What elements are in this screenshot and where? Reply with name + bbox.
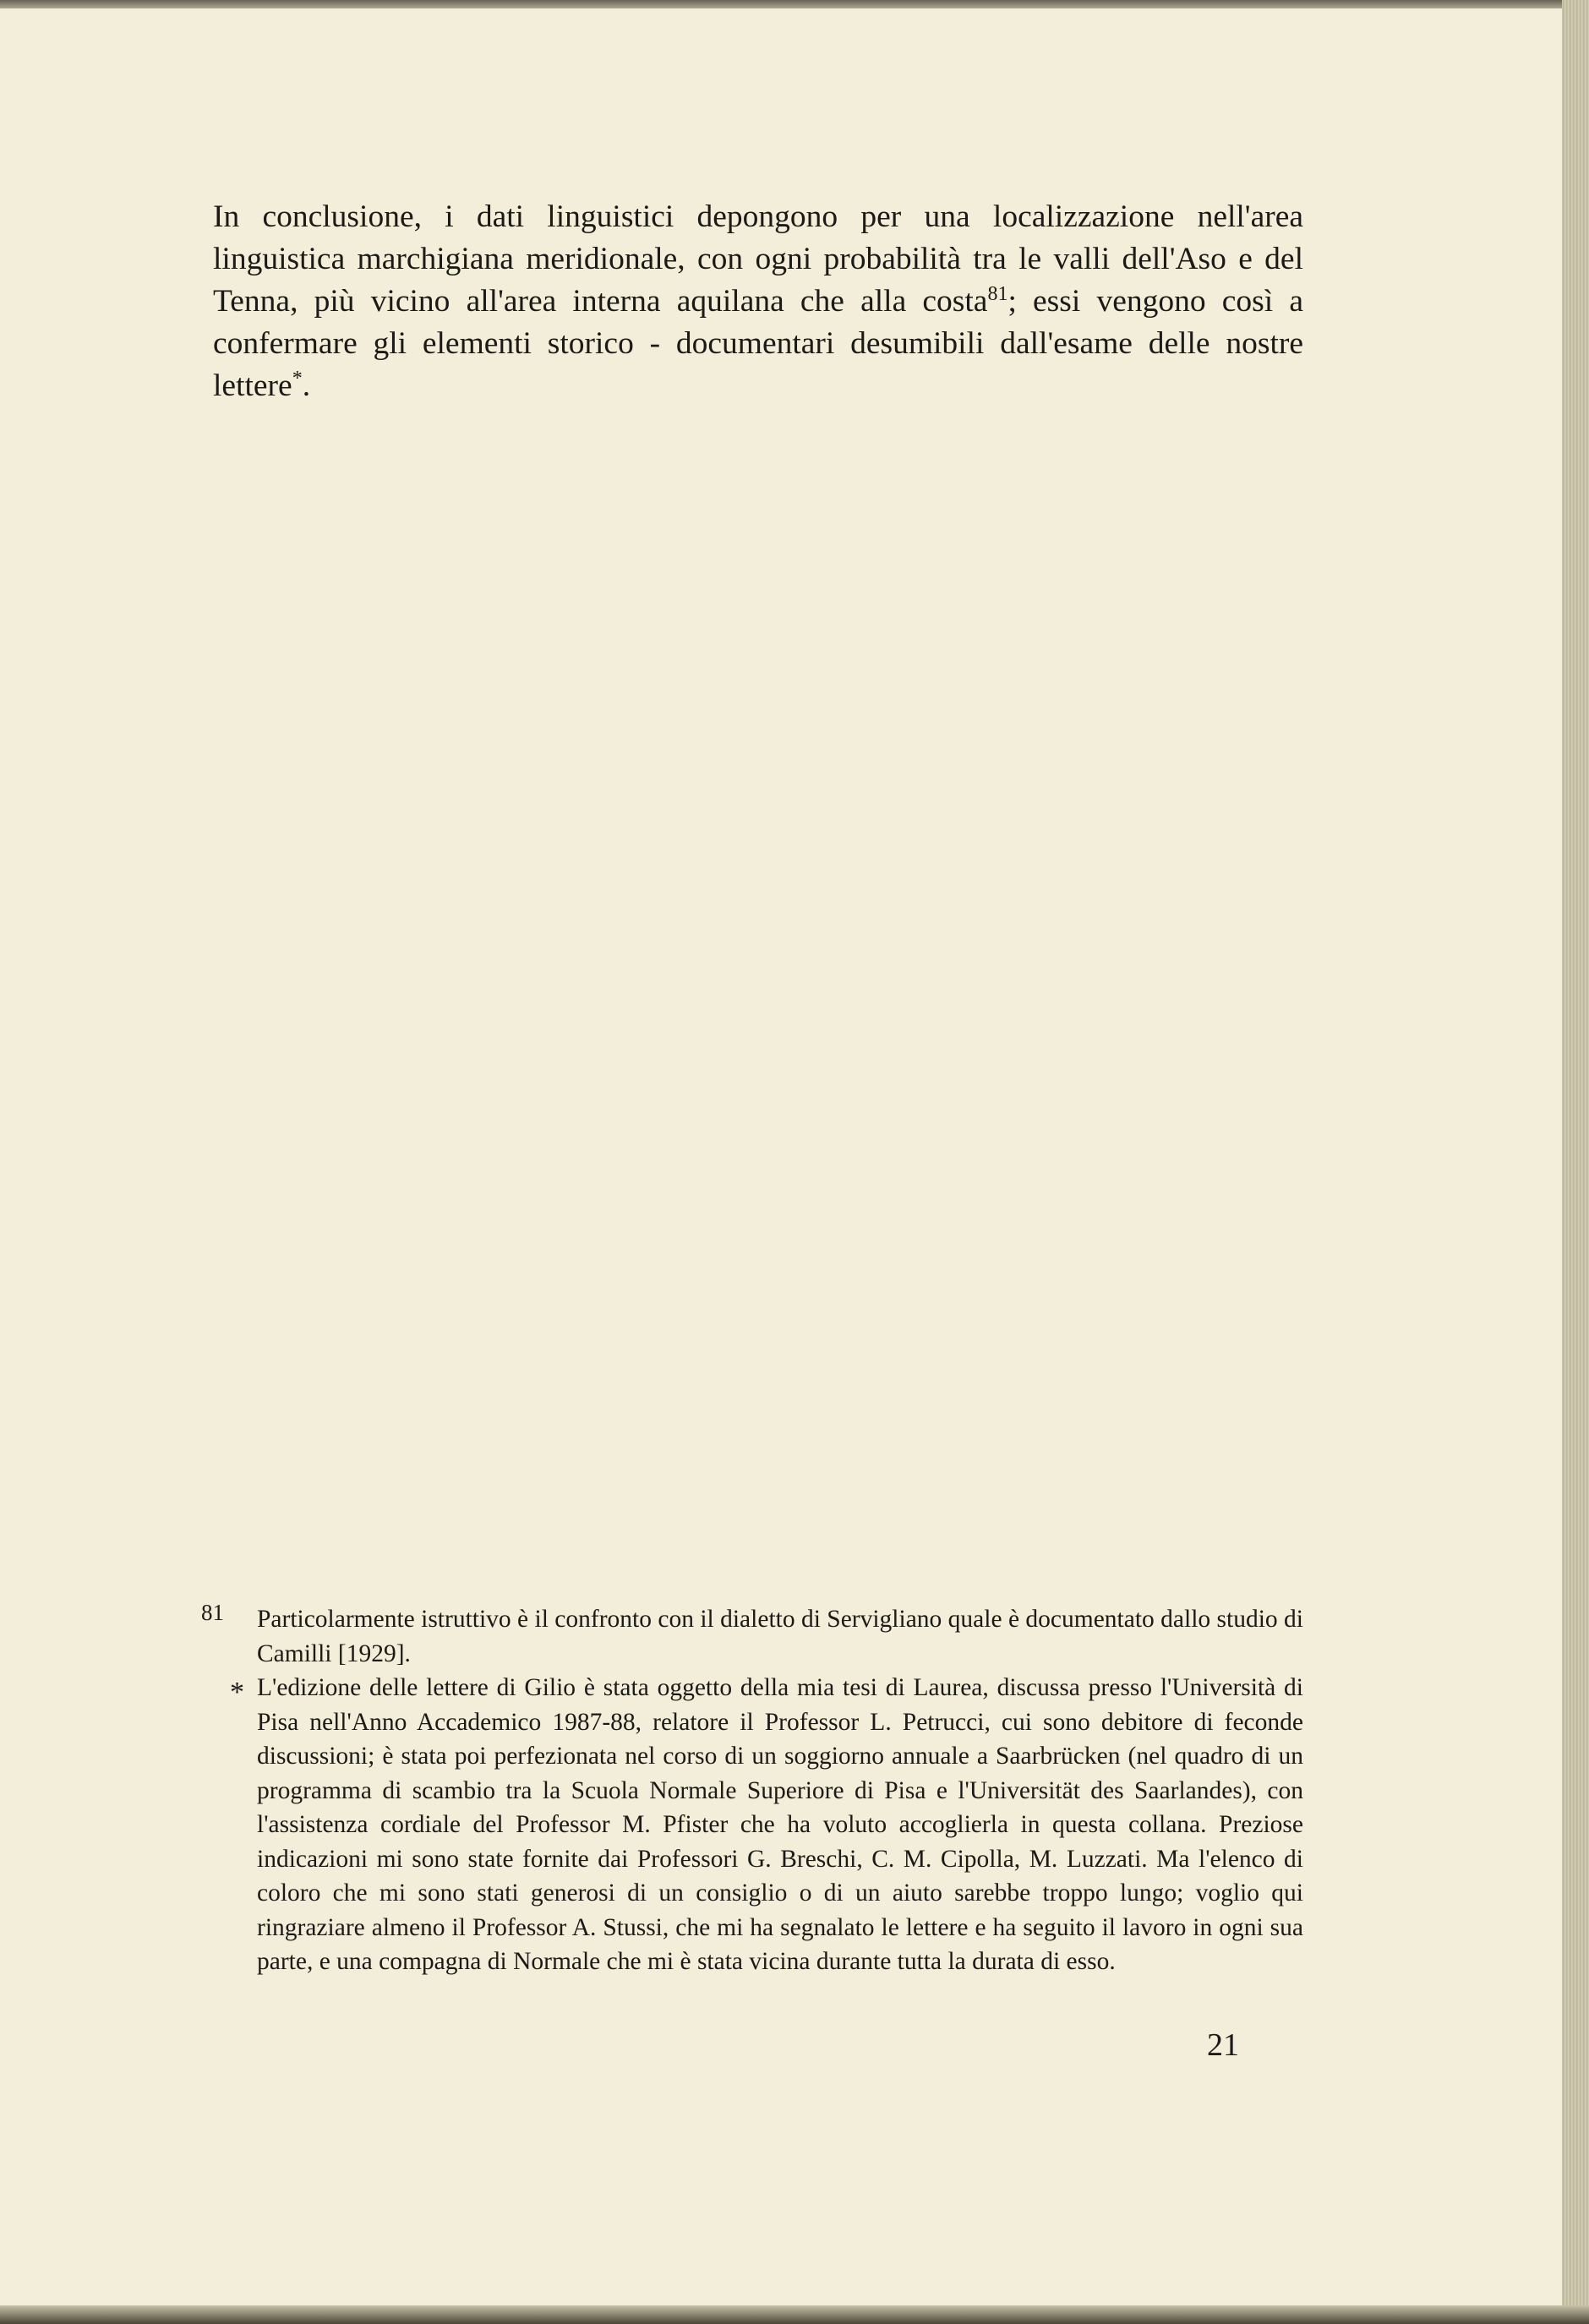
page-bottom-edge [0,2305,1589,2324]
footnote-star [201,1671,1303,1979]
footnote-mark-81: 81 [201,1600,224,1625]
page-stack-edge [1562,0,1589,2324]
paragraph-text-end: . [302,368,311,403]
footnote-81 [201,1602,1303,1671]
footnote-mark-star: * [230,1677,244,1708]
footnote-text-81: Particolarmente istruttivo è il confronto con il dialetto di Servigliano quale è documentato dallo studio di Camilli [1929]. [257,1606,1303,1667]
footnotes-section [201,1602,1303,1979]
paragraph-text-middle: ; essi vengono così a confermare gli elementi storico - documentari desumibili dall'esame delle nostre lettere [213,284,1303,403]
page-number: 21 [1207,2027,1239,2063]
paragraph-text-start: In conclusione, i dati linguistici depongono per una localizzazione nell'area linguistica marchigiana meridionale, con ogni probabilità tra le valli dell'Aso e del Tenna, più vicino all'area interna aquilana che alla costa [213,199,1303,319]
conclusion-paragraph [213,196,1303,407]
footnote-text-star: L'edizione delle lettere di Gilio è stata oggetto della mia tesi di Laurea, discussa presso l'Università di Pisa nell'Anno Accademico 1987-88, relatore il Professor L. Petrucci, cui sono debitore di feconde discussioni; è stata poi perfezionata nel corso di un soggiorno annuale a Saarbrücken (nel quadro di un programma di scambio tra la Scuola Normale Superiore di Pisa e l'Universität des Saarlandes), con l'assistenza cordiale del Professor M. Pfister che ha voluto accoglierla in questa collana. Preziose indicazioni mi sono state fornite dai Professori G. Breschi, C. M. Cipolla, M. Luzzati. Ma l'elenco di coloro che mi sono stati generosi di un consiglio o di un aiuto sarebbe troppo lungo; voglio qui ringraziare almeno il Professor A. Stussi, che mi ha segnalato le lettere e ha seguito il lavoro in ogni sua parte, e una compagna di Normale che mi è stata vicina durante tutta la durata di esso. [257,1674,1303,1975]
footnote-ref-star: * [292,368,303,390]
footnote-ref-81: 81 [987,283,1008,305]
